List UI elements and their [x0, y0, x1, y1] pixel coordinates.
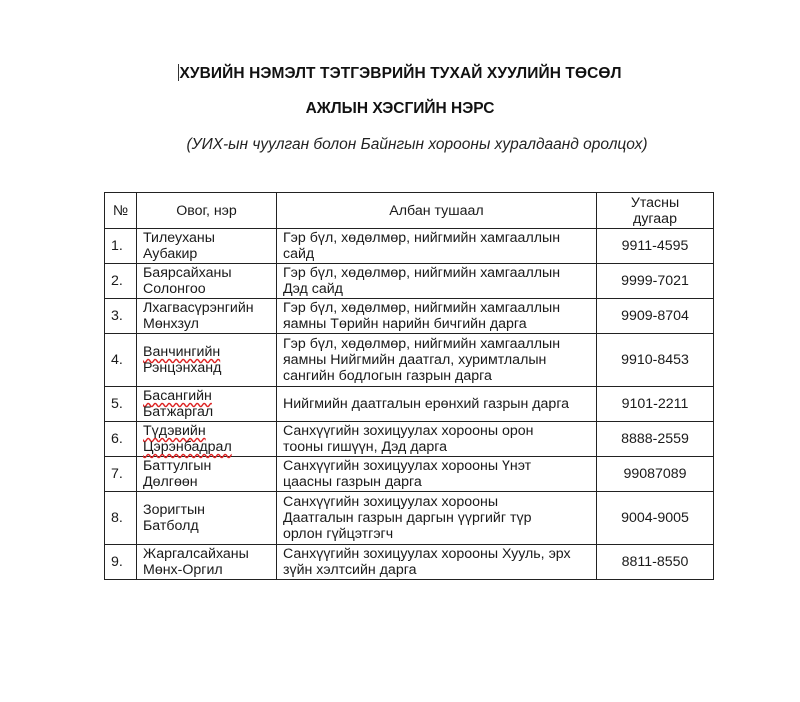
row-surname: Баярсайханы: [143, 265, 232, 281]
row-position-line2: яамны Нийгмийн даатгал, хуримтлалын: [283, 352, 547, 368]
row-number: 8.: [105, 492, 137, 545]
row-given-name: Цэрэнбадрал: [143, 439, 232, 455]
row-name: [137, 299, 277, 334]
row-surname: Түдэвийн: [143, 423, 206, 439]
table-header-row: [105, 193, 714, 229]
row-number: 1.: [105, 229, 137, 264]
members-table: [104, 192, 714, 580]
table-row: [105, 299, 714, 334]
row-position-line1: Гэр бүл, хөдөлмөр, нийгмийн хамгааллын: [283, 300, 561, 316]
row-position-line1: Нийгмийн даатгалын ерөнхий газрын дарга: [283, 396, 570, 412]
header-no: №: [105, 193, 137, 229]
row-position: [277, 545, 597, 580]
row-position-line1: Гэр бүл, хөдөлмөр, нийгмийн хамгааллын: [283, 336, 561, 352]
row-surname: Тилеуханы: [143, 230, 215, 246]
row-number: 7.: [105, 457, 137, 492]
document-heading: АЖЛЫН ХЭСГИЙН НЭРС: [305, 100, 495, 117]
row-position-line2: Дэд сайд: [283, 281, 343, 297]
table-row: [105, 545, 714, 580]
row-name: [137, 387, 277, 422]
table-row: [105, 457, 714, 492]
row-phone: 9910-8453: [597, 334, 714, 387]
row-number: 5.: [105, 387, 137, 422]
table-row: [105, 422, 714, 457]
row-number: 2.: [105, 264, 137, 299]
row-position: [277, 387, 597, 422]
row-position: [277, 492, 597, 545]
row-given-name: Мөнх-Оргил: [143, 562, 223, 578]
row-surname: Лхагвасүрэнгийн: [143, 300, 254, 316]
row-surname: Жаргалсайханы: [143, 546, 249, 562]
row-given-name: Дөлгөөн: [143, 474, 198, 490]
row-number: 4.: [105, 334, 137, 387]
row-position-line1: Санхүүгийн зохицуулах хорооны Хууль, эрх: [283, 546, 571, 562]
row-phone: 9004-9005: [597, 492, 714, 545]
row-name: [137, 422, 277, 457]
row-position-line1: Санхүүгийн зохицуулах хорооны: [283, 494, 499, 510]
row-position-line2: тооны гишүүн, Дэд дарга: [283, 439, 448, 455]
row-position-line2: цаасны газрын дарга: [283, 474, 422, 490]
row-name: [137, 545, 277, 580]
row-position-line3: орлон гүйцэтгэгч: [283, 526, 394, 542]
row-position-line2: сайд: [283, 246, 315, 262]
header-phone-line1: Утасны: [630, 194, 680, 211]
row-position-line2: яамны Төрийн нарийн бичгийн дарга: [283, 316, 527, 332]
document-title-text: ХУВИЙН НЭМЭЛТ ТЭТГЭВРИЙН ТУХАЙ ХУУЛИЙН ТӨСӨЛ: [179, 65, 622, 82]
header-phone-line2: дугаар: [633, 210, 677, 227]
document-title[interactable]: [0, 64, 800, 83]
table-row: [105, 492, 714, 545]
row-given-name: Батжаргал: [143, 404, 214, 420]
row-number: 6.: [105, 422, 137, 457]
row-position-line1: Гэр бүл, хөдөлмөр, нийгмийн хамгааллын: [283, 230, 561, 246]
row-name: [137, 264, 277, 299]
row-name: [137, 457, 277, 492]
row-phone: 9911-4595: [597, 229, 714, 264]
row-surname: Ванчингийн: [143, 344, 221, 360]
row-position-line1: Санхүүгийн зохицуулах хорооны Үнэт: [283, 458, 532, 474]
row-number: 3.: [105, 299, 137, 334]
row-name: [137, 229, 277, 264]
row-position: [277, 422, 597, 457]
row-position: [277, 229, 597, 264]
row-phone: 99087089: [597, 457, 714, 492]
row-position: [277, 334, 597, 387]
row-surname: Басангийн: [143, 388, 212, 404]
row-position: [277, 264, 597, 299]
row-given-name: Мөнхзул: [143, 316, 199, 332]
row-phone: 8888-2559: [597, 422, 714, 457]
table-row: [105, 264, 714, 299]
row-position-line1: Санхүүгийн зохицуулах хорооны орон: [283, 423, 534, 439]
row-position: [277, 299, 597, 334]
row-phone: 9909-8704: [597, 299, 714, 334]
header-name: Овог, нэр: [137, 193, 277, 229]
row-given-name: Батболд: [143, 518, 199, 534]
row-position-line2: зүйн хэлтсийн дарга: [283, 562, 417, 578]
row-number: 9.: [105, 545, 137, 580]
row-phone: 8811-8550: [597, 545, 714, 580]
row-phone: 9999-7021: [597, 264, 714, 299]
document-subtitle: (УИХ-ын чуулган болон Байнгын хорооны хуралдаанд оролцох): [186, 136, 648, 153]
row-name: [137, 334, 277, 387]
row-position: [277, 457, 597, 492]
header-position: Албан тушаал: [277, 193, 597, 229]
table-row: [105, 334, 714, 387]
header-phone: [597, 193, 714, 229]
row-surname: Баттулгын: [143, 458, 212, 474]
row-phone: 9101-2211: [597, 387, 714, 422]
row-given-name: Аубакир: [143, 246, 198, 262]
row-surname: Зоригтын: [143, 502, 205, 518]
row-position-line2: Даатгалын газрын даргын үүргийг түр: [283, 510, 532, 526]
row-position-line1: Гэр бүл, хөдөлмөр, нийгмийн хамгааллын: [283, 265, 561, 281]
row-given-name: Рэнцэнханд: [143, 360, 222, 376]
row-given-name: Солонгоо: [143, 281, 206, 297]
table-row: [105, 229, 714, 264]
row-name: [137, 492, 277, 545]
table-row: [105, 387, 714, 422]
row-position-line3: сангийн бодлогын газрын дарга: [283, 368, 492, 384]
